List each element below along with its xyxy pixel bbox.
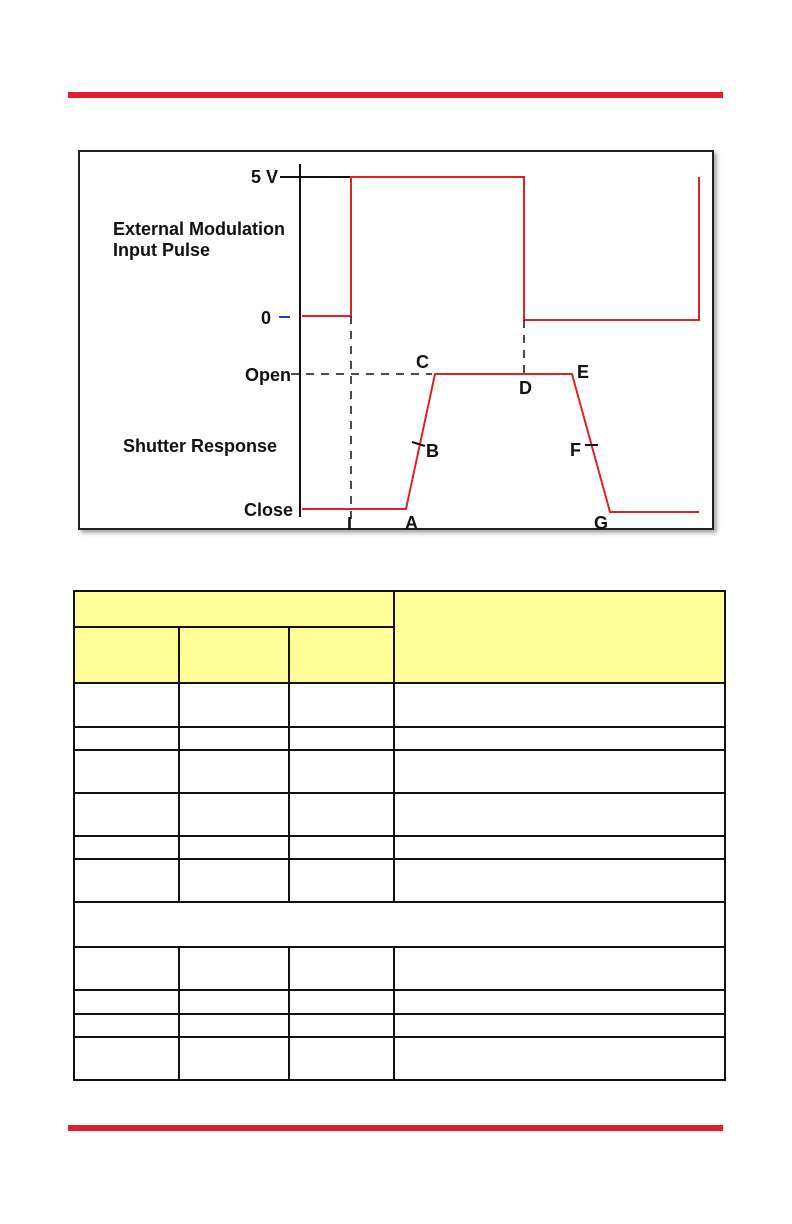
five-volt-label: 5 V xyxy=(251,167,279,187)
shutter-response-line xyxy=(302,374,699,512)
table-row xyxy=(74,1037,725,1080)
table-row xyxy=(74,836,725,859)
specification-table xyxy=(73,590,726,1081)
table-header-group xyxy=(74,591,394,627)
point-a-label: A xyxy=(405,513,418,532)
table-row xyxy=(74,1014,725,1037)
zero-label: 0 xyxy=(261,308,272,328)
point-d-label: D xyxy=(519,378,532,398)
timing-diagram-svg xyxy=(80,152,716,532)
bottom-rule xyxy=(68,1125,723,1131)
point-f-label: F xyxy=(570,440,581,460)
point-i-label: I xyxy=(347,514,353,532)
point-g-label: G xyxy=(594,513,609,532)
table-subheader-col-1 xyxy=(74,627,179,683)
input-pulse-label: Input Pulse xyxy=(113,240,211,260)
input-pulse-line xyxy=(302,177,699,320)
table-section-row xyxy=(74,902,725,947)
table-header-row xyxy=(74,591,725,627)
external-modulation-label: External Modulation xyxy=(113,219,286,239)
point-e-label: E xyxy=(577,362,590,382)
timing-diagram xyxy=(78,150,714,530)
close-label: Close xyxy=(244,500,294,520)
table-row xyxy=(74,947,725,990)
table-row xyxy=(74,750,725,793)
midpoint-tick-b xyxy=(412,442,425,446)
table-subheader-col-3 xyxy=(289,627,394,683)
shutter-response-label: Shutter Response xyxy=(123,436,278,456)
point-b-label: B xyxy=(426,441,439,461)
open-label: Open xyxy=(245,365,292,385)
table-row xyxy=(74,990,725,1014)
table-subheader-col-2 xyxy=(179,627,289,683)
top-rule xyxy=(68,92,723,98)
point-c-label: C xyxy=(416,352,429,372)
table-row xyxy=(74,727,725,750)
table-header-description xyxy=(394,591,725,683)
table-row xyxy=(74,793,725,836)
table-row xyxy=(74,859,725,902)
table-row xyxy=(74,683,725,727)
